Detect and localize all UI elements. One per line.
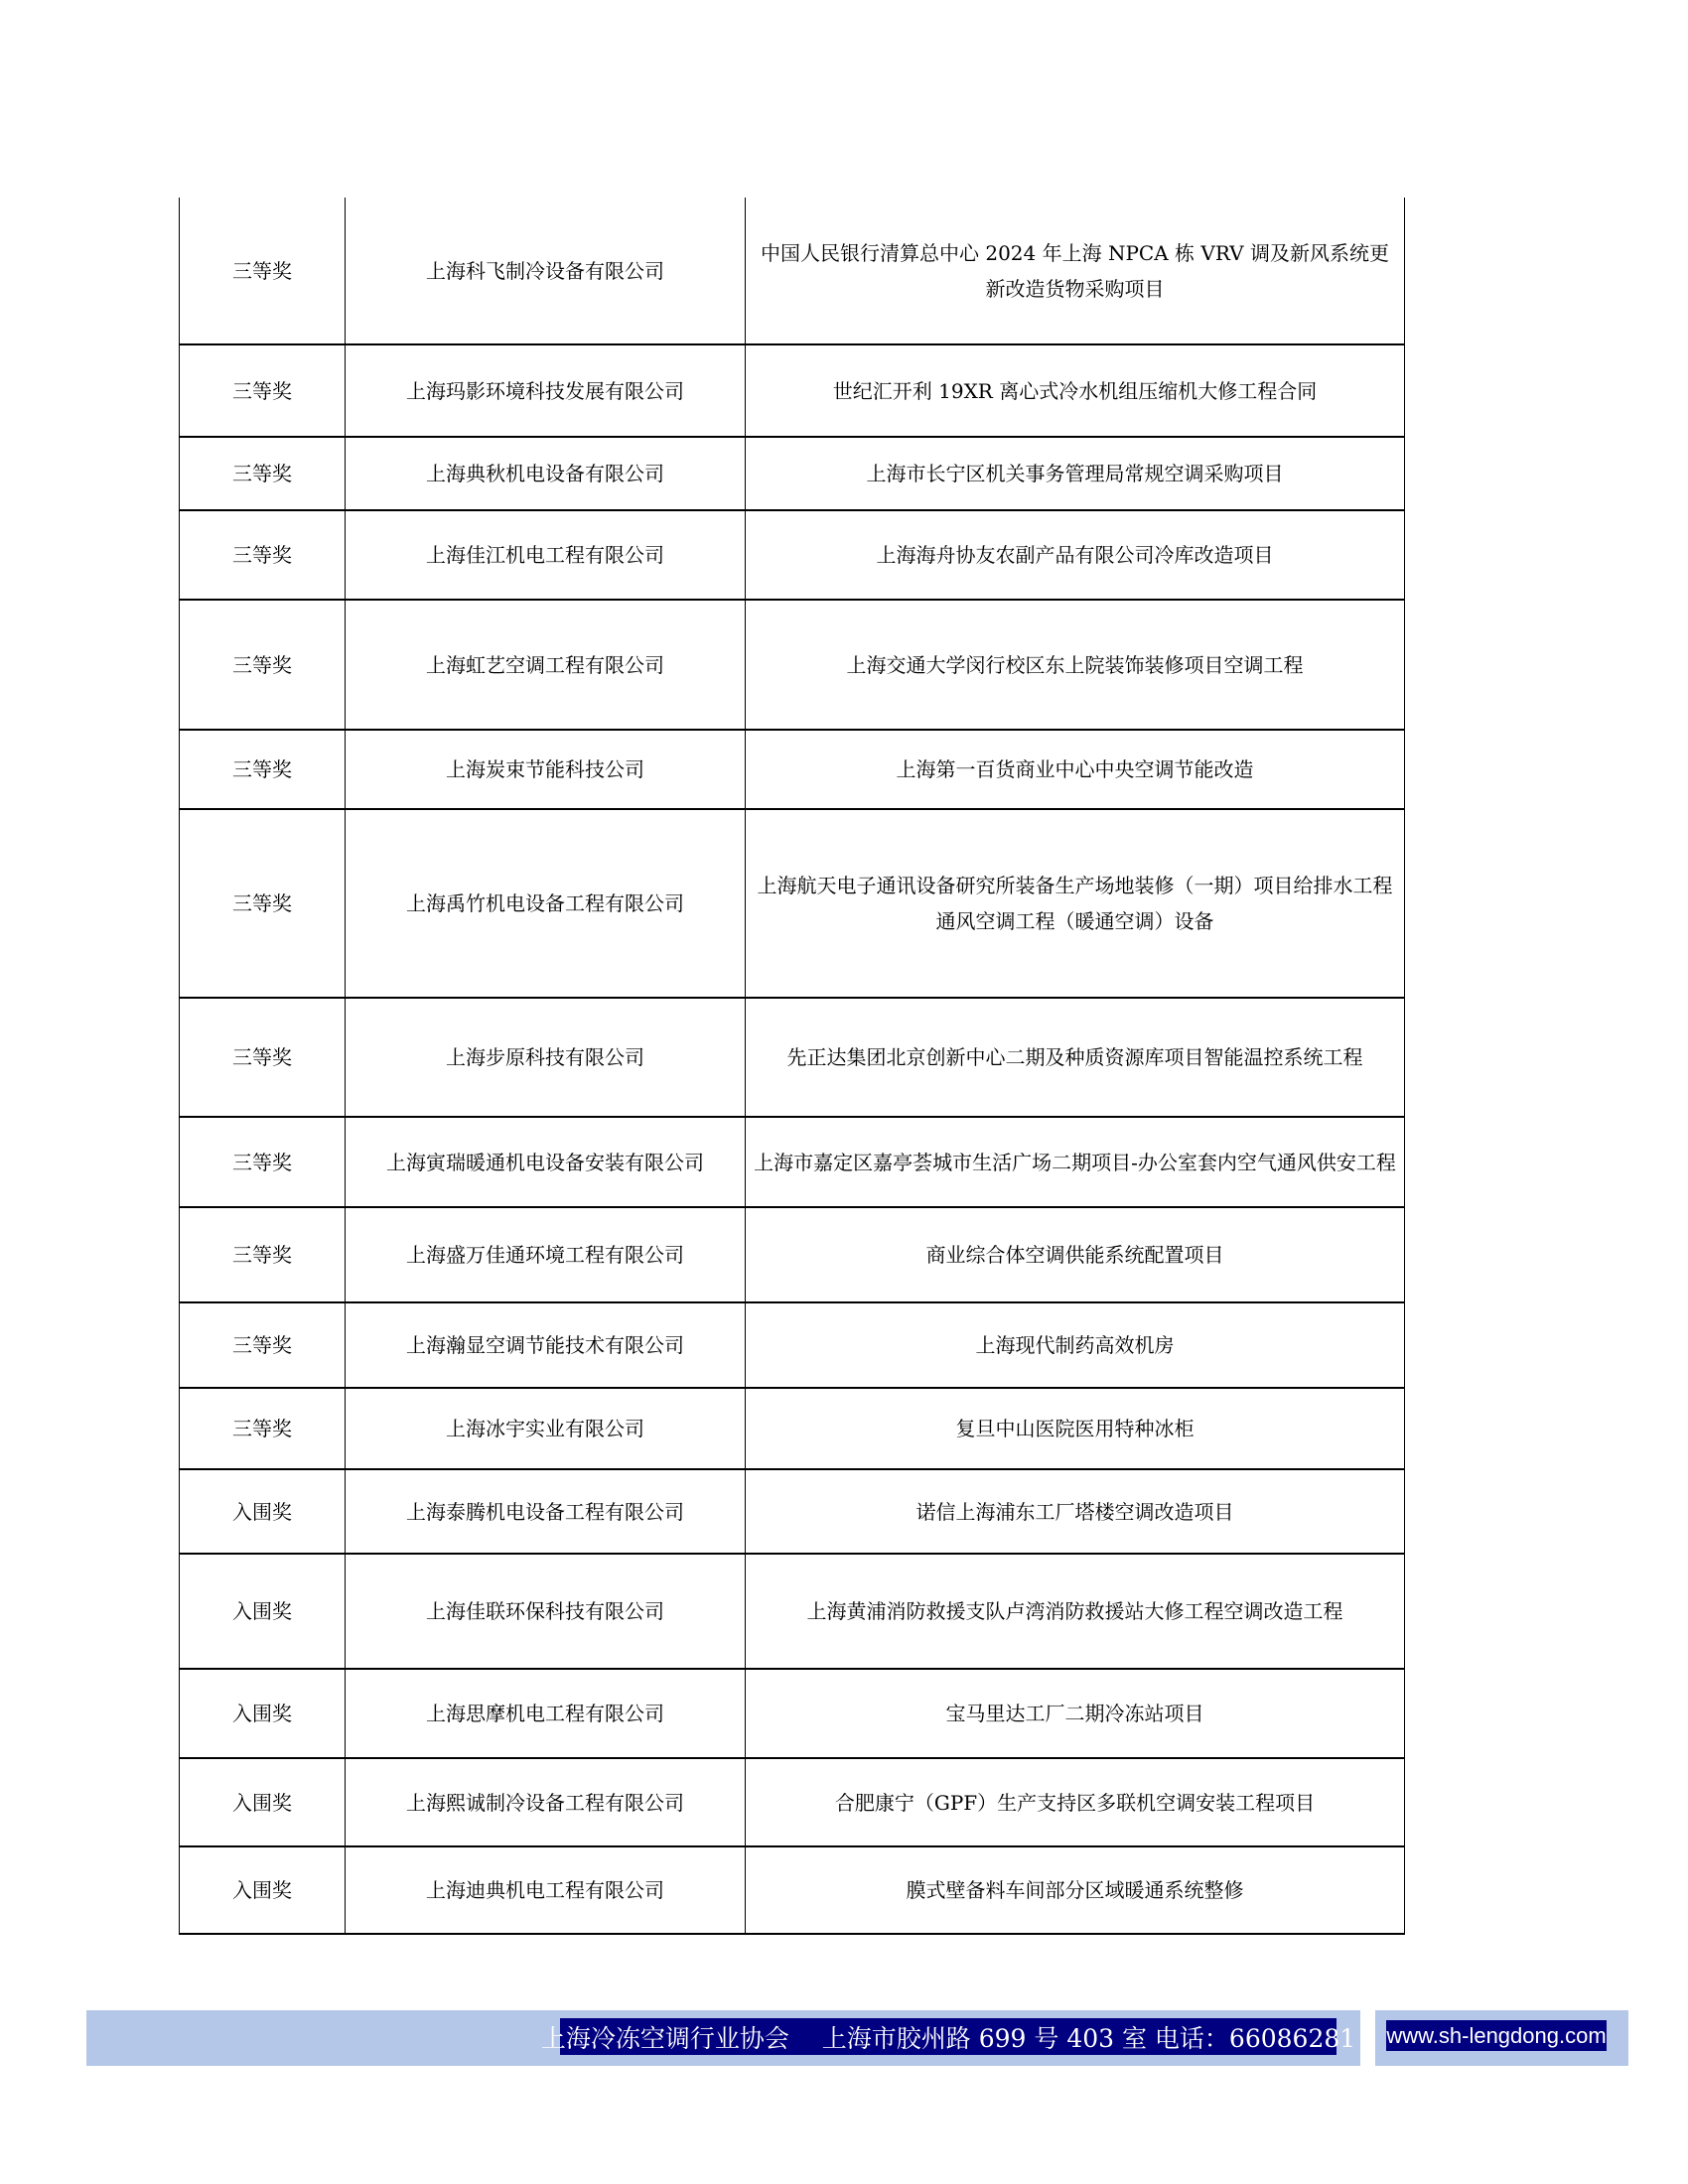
company-cell: 上海禹竹机电设备工程有限公司: [346, 809, 746, 998]
table-row: [180, 600, 1405, 730]
company-cell: 上海冰宇实业有限公司: [346, 1388, 746, 1469]
project-cell: 复旦中山医院医用特种冰柜: [746, 1388, 1405, 1469]
project-cell: 上海海舟协友农副产品有限公司冷库改造项目: [746, 510, 1405, 600]
award-cell: 入围奖: [180, 1758, 346, 1846]
company-cell: 上海佳江机电工程有限公司: [346, 510, 746, 600]
award-cell: 入围奖: [180, 1554, 346, 1669]
company-cell: 上海熙诚制冷设备工程有限公司: [346, 1758, 746, 1846]
company-cell: 上海泰腾机电设备工程有限公司: [346, 1469, 746, 1554]
table-row: [180, 510, 1405, 600]
award-cell: 三等奖: [180, 1207, 346, 1302]
award-cell: 入围奖: [180, 1669, 346, 1758]
awards-table: [179, 198, 1405, 1935]
table-row: [180, 1846, 1405, 1934]
company-cell: 上海科飞制冷设备有限公司: [346, 198, 746, 344]
project-cell: 商业综合体空调供能系统配置项目: [746, 1207, 1405, 1302]
table-row: [180, 198, 1405, 344]
project-cell: 先正达集团北京创新中心二期及种质资源库项目智能温控系统工程: [746, 998, 1405, 1117]
project-cell: 上海交通大学闵行校区东上院装饰装修项目空调工程: [746, 600, 1405, 730]
project-cell: 世纪汇开利 19XR 离心式冷水机组压缩机大修工程合同: [746, 344, 1405, 437]
award-cell: 入围奖: [180, 1846, 346, 1934]
table-row: [180, 809, 1405, 998]
footer-website-link[interactable]: www.sh-lengdong.com: [1386, 2020, 1607, 2051]
project-cell: 中国人民银行清算总中心 2024 年上海 NPCA 栋 VRV 调及新风系统更新改造货物采购项目: [746, 198, 1405, 344]
project-cell: 宝马里达工厂二期冷冻站项目: [746, 1669, 1405, 1758]
table-row: [180, 998, 1405, 1117]
project-cell: 上海黄浦消防救援支队卢湾消防救援站大修工程空调改造工程: [746, 1554, 1405, 1669]
award-cell: 三等奖: [180, 510, 346, 600]
company-cell: 上海思摩机电工程有限公司: [346, 1669, 746, 1758]
table-row: [180, 1758, 1405, 1846]
company-cell: 上海瀚显空调节能技术有限公司: [346, 1302, 746, 1388]
footer-association-info: 上海冷冻空调行业协会 上海市胶州路 699 号 403 室 电话：66086281: [560, 2018, 1336, 2055]
company-cell: 上海典秋机电设备有限公司: [346, 437, 746, 510]
award-cell: 三等奖: [180, 600, 346, 730]
table-row: [180, 437, 1405, 510]
company-cell: 上海盛万佳通环境工程有限公司: [346, 1207, 746, 1302]
company-cell: 上海步原科技有限公司: [346, 998, 746, 1117]
award-cell: 三等奖: [180, 730, 346, 809]
table-row: [180, 1117, 1405, 1207]
award-cell: 三等奖: [180, 198, 346, 344]
award-cell: 三等奖: [180, 1117, 346, 1207]
table-row: [180, 344, 1405, 437]
project-cell: 诺信上海浦东工厂塔楼空调改造项目: [746, 1469, 1405, 1554]
award-cell: 三等奖: [180, 1388, 346, 1469]
table-row: [180, 1469, 1405, 1554]
company-cell: 上海虹艺空调工程有限公司: [346, 600, 746, 730]
project-cell: 上海市长宁区机关事务管理局常规空调采购项目: [746, 437, 1405, 510]
project-cell: 上海航天电子通讯设备研究所装备生产场地装修（一期）项目给排水工程通风空调工程（暖通空调）设备: [746, 809, 1405, 998]
award-cell: 三等奖: [180, 437, 346, 510]
table-row: [180, 1388, 1405, 1469]
table-row: [180, 1302, 1405, 1388]
award-cell: 三等奖: [180, 1302, 346, 1388]
table-row: [180, 730, 1405, 809]
project-cell: 上海市嘉定区嘉亭荟城市生活广场二期项目-办公室套内空气通风供安工程: [746, 1117, 1405, 1207]
award-cell: 三等奖: [180, 809, 346, 998]
company-cell: 上海玛影环境科技发展有限公司: [346, 344, 746, 437]
award-cell: 入围奖: [180, 1469, 346, 1554]
table-row: [180, 1669, 1405, 1758]
table-row: [180, 1207, 1405, 1302]
award-cell: 三等奖: [180, 998, 346, 1117]
company-cell: 上海寅瑞暖通机电设备安装有限公司: [346, 1117, 746, 1207]
company-cell: 上海佳联环保科技有限公司: [346, 1554, 746, 1669]
table-row: [180, 1554, 1405, 1669]
project-cell: 合肥康宁（GPF）生产支持区多联机空调安装工程项目: [746, 1758, 1405, 1846]
project-cell: 上海第一百货商业中心中央空调节能改造: [746, 730, 1405, 809]
project-cell: 上海现代制药高效机房: [746, 1302, 1405, 1388]
company-cell: 上海炭束节能科技公司: [346, 730, 746, 809]
company-cell: 上海迪典机电工程有限公司: [346, 1846, 746, 1934]
project-cell: 膜式壁备料车间部分区域暖通系统整修: [746, 1846, 1405, 1934]
awards-table-wrap: [179, 198, 1396, 1935]
award-cell: 三等奖: [180, 344, 346, 437]
